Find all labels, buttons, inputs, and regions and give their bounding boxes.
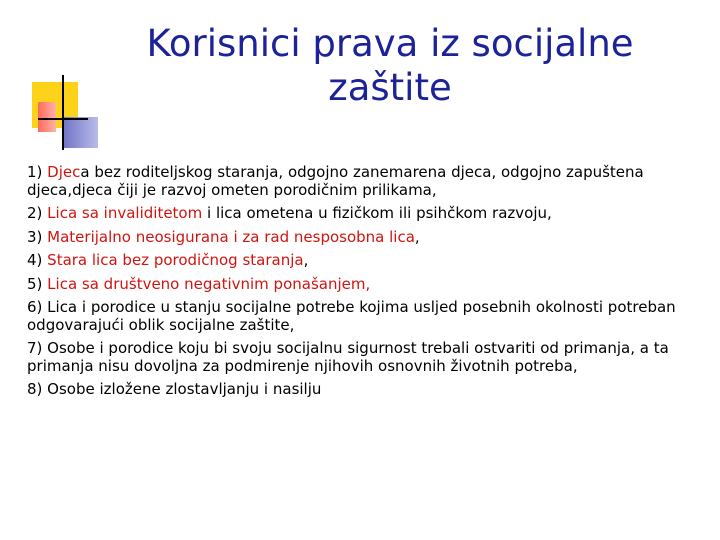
list-item-5-highlight: Lica sa društveno negativnim ponašanjem,: [47, 274, 371, 293]
slide-title-line1: Korisnici prava iz socijalne: [146, 22, 634, 65]
list-item-1-highlight: Djec: [47, 163, 81, 181]
list-item-4: [27, 252, 707, 270]
list-item-2: [27, 205, 707, 223]
list-item-6: 6) Lica i porodice u stanju socijalne potrebe kojima usljed posebnih okolnosti potreban odgovarajući oblik socijalne zaštite,: [27, 298, 676, 334]
list-item-8: 8) Osobe izložene zlostavljanju i nasilju: [27, 380, 322, 398]
list-item-5-number: 5): [27, 274, 48, 293]
list-item-2-highlight: Lica sa invaliditetom: [47, 204, 203, 222]
list-item-3-number: 3): [27, 227, 48, 246]
list-item-1-text: a bez roditeljskog staranja, odgojno zanemarena djeca, odgojno zapuštena djeca,djeca čiji je razvoj ometen porodičnim prilikama,: [27, 163, 644, 199]
beneficiaries-list: [27, 164, 707, 405]
list-item-1: [27, 164, 707, 199]
decor-vertical-line: [62, 75, 64, 150]
list-item-1-number: 1): [27, 163, 48, 181]
list-item-4-number: 4): [27, 251, 48, 269]
decor-red-square: [38, 102, 56, 132]
list-item-4-highlight: Stara lica bez porodičnog staranja: [47, 251, 304, 269]
list-item-2-text: i lica ometena u fizičkom ili psihčkom razvoju,: [202, 204, 552, 222]
slide-title: [100, 22, 680, 110]
list-item-5: [27, 276, 707, 294]
decor-horizontal-line: [38, 118, 88, 120]
list-item-7: 7) Osobe i porodice koju bi svoju socijalnu sigurnost trebali ostvariti od primanja, a ta primanja nisu dovoljna za podmirenje njihovih osnovnih životnih potreba,: [27, 339, 669, 375]
list-item-3-highlight: Materijalno neosigurana i za rad nesposobna lica: [47, 227, 415, 246]
list-item-2-number: 2): [27, 204, 48, 222]
list-item-3-text: ,: [414, 227, 420, 246]
slide-title-line2: zaštite: [328, 66, 452, 109]
decor-blue-square: [62, 117, 98, 148]
list-item-4-text: ,: [303, 251, 309, 269]
list-item-3: [27, 229, 707, 247]
